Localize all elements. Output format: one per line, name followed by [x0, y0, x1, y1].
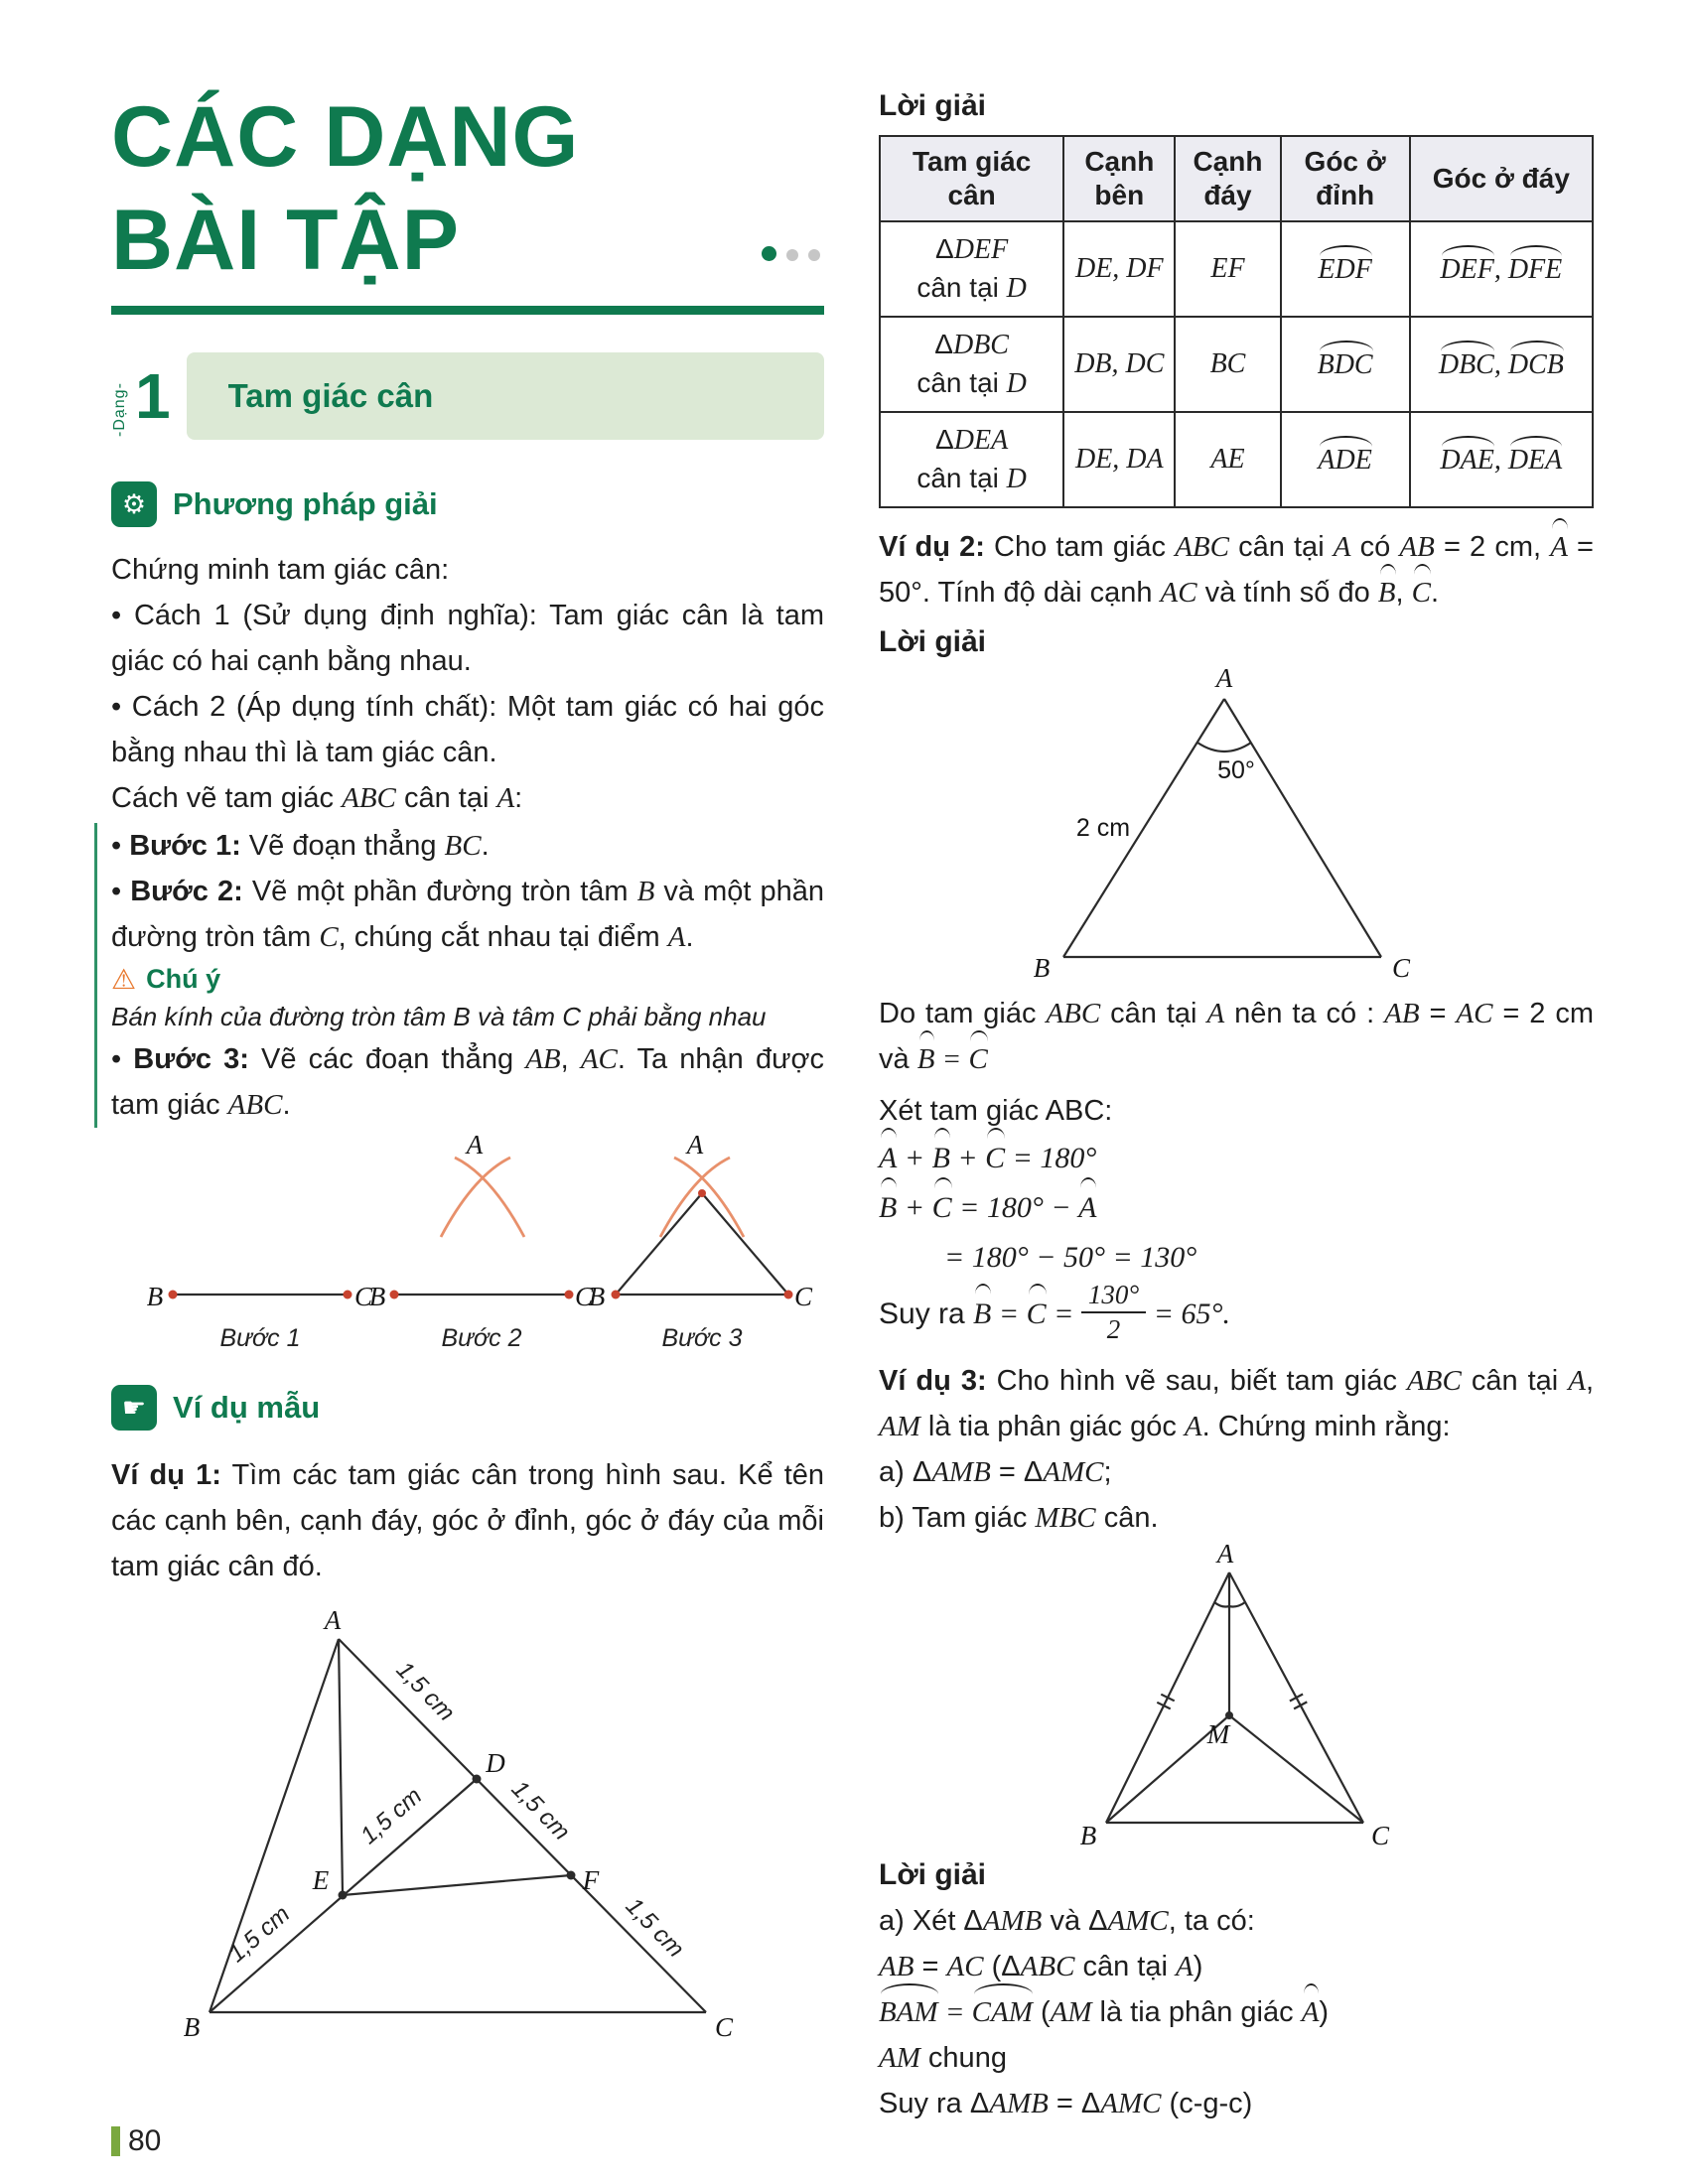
fig1-label-e: E: [312, 1865, 330, 1896]
step2-label-a: A: [466, 1130, 484, 1160]
warning-icon: ⚠: [111, 963, 137, 995]
cell-sides: DB, DC: [1063, 317, 1175, 412]
fig2-label-a: A: [1215, 663, 1233, 693]
col-header: Góc ở đỉnh: [1281, 136, 1410, 221]
point-dot: [698, 1189, 706, 1197]
table-header-row: [880, 136, 1593, 221]
step3-label-a: A: [686, 1130, 704, 1160]
step3-caption: Bước 3: [661, 1324, 743, 1353]
fig1-label-b: B: [183, 2012, 201, 2043]
gear-icon: ⚙: [111, 481, 157, 527]
decorative-dots: [752, 181, 820, 284]
fig2-label-c: C: [1391, 953, 1411, 983]
solution-table: [879, 135, 1594, 508]
point-dot: [339, 1891, 348, 1900]
solution-3-line4: AM chung: [879, 2042, 1007, 2075]
paragraph-cachve: Cách vẽ tam giác ABC cân tại A:: [111, 782, 523, 815]
fig1-label-f: F: [582, 1865, 600, 1896]
point-dot: [344, 1291, 352, 1299]
consider-text: Xét tam giác ABC:: [879, 1095, 1113, 1127]
paragraph-cach2: • Cách 2 (Áp dụng tính chất): Một tam giác có hai góc bằng nhau thì là tam giác cân.: [111, 691, 824, 769]
cell-sides: DE, DF: [1063, 221, 1175, 317]
example-3-figure: [1043, 1539, 1460, 1851]
dot-icon: [808, 249, 820, 261]
cell-triangle: ΔDEF cân tại D: [880, 221, 1063, 317]
point-dot: [567, 1871, 576, 1880]
construction-steps-figure: [111, 1130, 816, 1359]
page-number: [111, 2124, 161, 2158]
title-underline: [111, 306, 824, 315]
step1-caption: Bước 1: [219, 1324, 301, 1353]
step2-label-b: B: [368, 1282, 386, 1312]
example-1-figure: [166, 1605, 781, 2057]
page-number-accent: [111, 2126, 120, 2156]
equation-2: B + C = 180° − A: [879, 1183, 1594, 1233]
construction-steps: [94, 823, 824, 1128]
table-row: [880, 221, 1593, 317]
point-dot: [612, 1291, 621, 1299]
step-3-text: • Bước 3: Vẽ các đoạn thẳng AB, AC. Ta nhận được tam giác ABC.: [111, 1043, 824, 1122]
tick-mark: [1290, 1695, 1303, 1702]
cell-apex-angle: BDC: [1281, 317, 1410, 412]
example-3-text: Ví dụ 3: Cho hình vẽ sau, biết tam giác ABC cân tại A, AM là tia phân giác góc A. Chứng minh rằng:: [879, 1365, 1595, 1443]
fig2-angle-label: 50°: [1217, 756, 1255, 784]
equation-3: = 180° − 50° = 130°: [944, 1241, 1197, 1274]
step3-label-b: B: [588, 1282, 606, 1312]
point-dot: [784, 1291, 793, 1299]
equation-1: A + B + C = 180°: [879, 1134, 1594, 1183]
tick-mark: [1294, 1702, 1307, 1708]
point-dot: [390, 1291, 399, 1299]
fig1-length-ad: 1,5 cm: [390, 1656, 461, 1727]
table-row: [880, 412, 1593, 507]
fig1-label-c: C: [714, 2012, 734, 2043]
page-number-value: 80: [128, 2124, 162, 2157]
cell-base: AE: [1175, 412, 1280, 507]
col-header: Góc ở đáy: [1410, 136, 1593, 221]
step3-label-c: C: [793, 1282, 813, 1312]
point-dot: [473, 1775, 482, 1784]
step2-caption: Bước 2: [441, 1324, 522, 1353]
fig3-label-c: C: [1370, 1821, 1390, 1851]
fig1-label-a: A: [324, 1605, 342, 1636]
fig2-side-label: 2 cm: [1075, 814, 1131, 842]
fig1-length-fc: 1,5 cm: [620, 1892, 690, 1964]
fig1-label-d: D: [486, 1748, 505, 1779]
step1-label-b: B: [146, 1282, 164, 1312]
solution-3-line1: a) Xét ΔAMB và ΔAMC, ta có:: [879, 1905, 1255, 1938]
left-column: [111, 85, 824, 2057]
section-header: [111, 352, 824, 440]
method-header-label: Phương pháp giải: [173, 486, 438, 522]
angle-arc: [1197, 743, 1251, 751]
fig1-length-ed: 1,5 cm: [355, 1782, 428, 1850]
example-3-part-b: b) Tam giác MBC cân.: [879, 1502, 1159, 1535]
section-name: Tam giác cân: [227, 377, 434, 415]
cell-base: BC: [1175, 317, 1280, 412]
example-header: [111, 1385, 824, 1431]
cell-sides: DE, DA: [1063, 412, 1175, 507]
fig1-length-eb: 1,5 cm: [223, 1900, 296, 1969]
pointing-hand-icon: ☛: [111, 1385, 157, 1431]
cell-apex-angle: ADE: [1281, 412, 1410, 507]
step-1-text: • Bước 1: Vẽ đoạn thẳng BC.: [111, 830, 490, 863]
dot-icon: [786, 249, 798, 261]
col-header: Cạnh bên: [1063, 136, 1175, 221]
example-header-label: Ví dụ mẫu: [173, 1390, 321, 1426]
method-header: [111, 481, 824, 527]
step-2-text: • Bước 2: Vẽ một phần đường tròn tâm B và một phần đường tròn tâm C, chúng cắt nhau tại điểm A.: [111, 876, 825, 954]
example-1-text: Ví dụ 1: Tìm các tam giác cân trong hình sau. Kể tên các cạnh bên, cạnh đáy, góc ở đỉnh, góc ở đáy của mỗi tam giác cân đó.: [111, 1459, 825, 1583]
fig3-label-b: B: [1079, 1821, 1097, 1851]
cell-triangle: ΔDEA cân tại D: [880, 412, 1063, 507]
cell-base-angles: DAE, DEA: [1410, 412, 1593, 507]
solution-label: Lời giải: [879, 89, 987, 122]
angle-arc: [1229, 1602, 1245, 1607]
paragraph-cach1: • Cách 1 (Sử dụng định nghĩa): Tam giác cân là tam giác có hai cạnh bằng nhau.: [111, 600, 824, 678]
section-name-bar: [187, 352, 824, 440]
cell-base-angles: DEF, DFE: [1410, 221, 1593, 317]
angle-arc: [1214, 1602, 1229, 1607]
fig3-label-m: M: [1206, 1719, 1230, 1750]
note-title: Chú ý: [146, 964, 221, 995]
equation-4: Suy ra B = C = $\frac{130^\circ}{2}$ = 65°.: [879, 1280, 1230, 1345]
cell-apex-angle: EDF: [1281, 221, 1410, 317]
title-line1: CÁC DẠNG: [111, 89, 580, 185]
step2-label-c: C: [574, 1282, 594, 1312]
note-block: [111, 964, 824, 1036]
fig1-length-df: 1,5 cm: [505, 1775, 576, 1846]
point-dot: [169, 1291, 178, 1299]
example-2-text: Ví dụ 2: Cho tam giác ABC cân tại A có AB = 2 cm, A = 50°. Tính độ dài cạnh AC và tính số đo B, C.: [879, 524, 1594, 615]
fig2-label-b: B: [1033, 953, 1051, 983]
dot-icon: [762, 246, 776, 261]
solution-3-line3: BAM = CAM (AM là tia phân giác A): [879, 1989, 1594, 2035]
right-column: [879, 89, 1594, 2126]
section-side-label: -Dạng-: [111, 382, 128, 438]
solution-3-line2: AB = AC (ΔABC cân tại A): [879, 1951, 1203, 1983]
table-row: [880, 317, 1593, 412]
deduction-text: Do tam giác ABC cân tại A nên ta có : AB = AC = 2 cm và B = C: [879, 991, 1594, 1082]
paragraph-intro: Chứng minh tam giác cân:: [111, 554, 450, 587]
fig3-label-a: A: [1216, 1539, 1234, 1570]
page-title: [111, 85, 824, 292]
step1-label-c: C: [353, 1282, 373, 1312]
solution-label: Lời giải: [879, 625, 987, 658]
note-header: [111, 964, 824, 995]
cell-base: EF: [1175, 221, 1280, 317]
example-3-part-a: a) ΔAMB = ΔAMC;: [879, 1456, 1112, 1489]
example-2-figure: [986, 665, 1502, 983]
title-line2: BÀI TẬP: [111, 193, 460, 289]
section-number: 1: [135, 360, 171, 433]
solution-3-line5: Suy ra ΔAMB = ΔAMC (c-g-c): [879, 2088, 1253, 2120]
point-dot: [1225, 1711, 1233, 1719]
point-dot: [565, 1291, 574, 1299]
solution-label: Lời giải: [879, 1858, 987, 1892]
cell-triangle: ΔDBC cân tại D: [880, 317, 1063, 412]
note-text: Bán kính của đường tròn tâm B và tâm C phải bằng nhau: [111, 1002, 767, 1032]
cell-base-angles: DBC, DCB: [1410, 317, 1593, 412]
col-header: Tam giác cân: [880, 136, 1063, 221]
section-number-block: [111, 352, 171, 440]
col-header: Cạnh đáy: [1175, 136, 1280, 221]
